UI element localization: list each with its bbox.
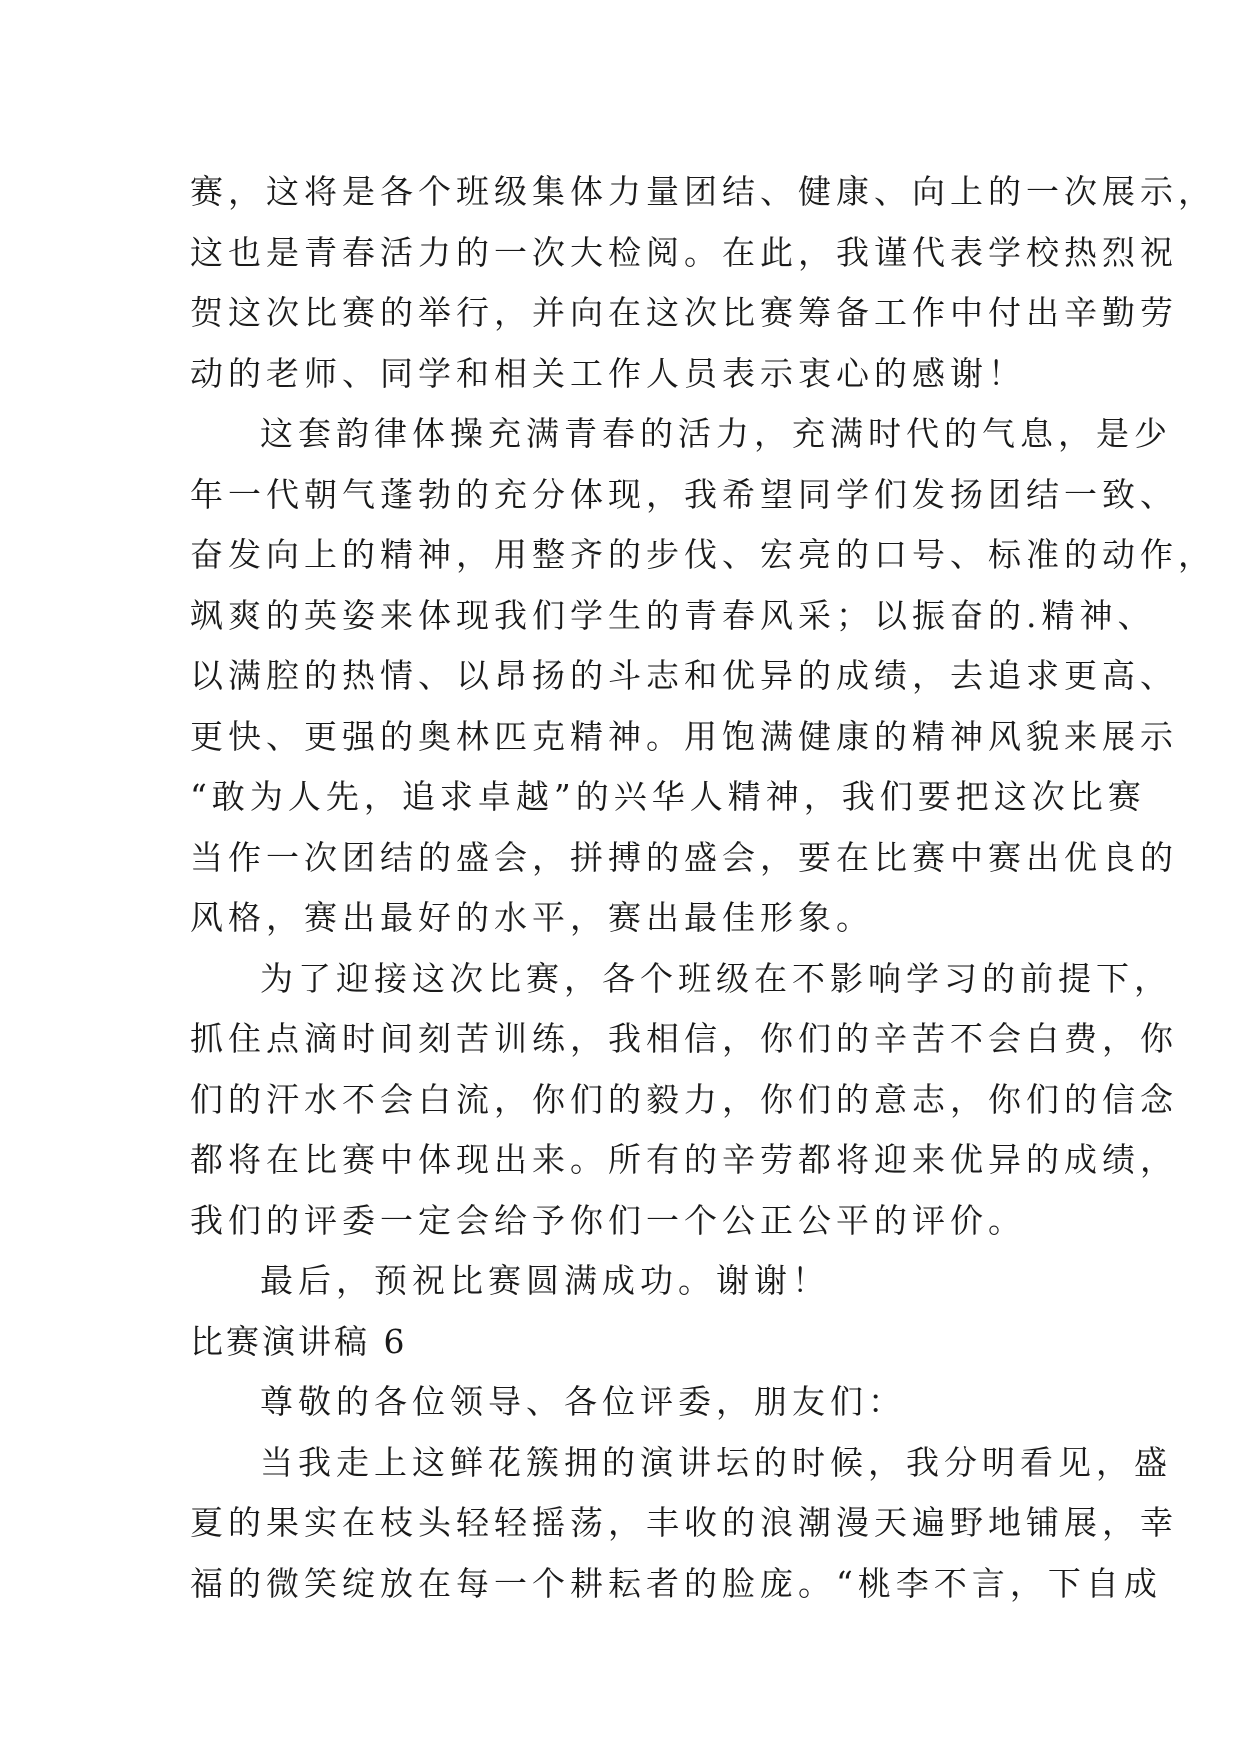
text-line: 抓住点滴时间刻苦训练，我相信，你们的辛苦不会白费，你: [190, 1019, 1178, 1058]
paragraph-first-line: 这套韵律体操充满青春的活力，充满时代的气息，是少: [260, 414, 1172, 453]
text-line: 奋发向上的精神，用整齐的步伐、宏亮的口号、标准的动作，: [190, 535, 1216, 574]
text-line: 福的微笑绽放在每一个耕耘者的脸庞。“桃李不言，下自成: [190, 1563, 1162, 1603]
text-line: 都将在比赛中体现出来。所有的辛劳都将迎来优异的成绩，: [190, 1140, 1178, 1179]
paragraph-first-line: 为了迎接这次比赛，各个班级在不影响学习的前提下，: [260, 958, 1172, 998]
text-line: 动的老师、同学和相关工作人员表示衷心的感谢！: [190, 353, 1026, 393]
paragraph-first-line: 最后，预祝比赛圆满成功。谢谢！: [260, 1261, 830, 1300]
text-line: 这也是青春活力的一次大检阅。在此，我谨代表学校热烈祝: [190, 232, 1178, 272]
text-line: 们的汗水不会白流，你们的毅力，你们的意志，你们的信念: [190, 1079, 1178, 1119]
document-body: [190, 162, 1216, 1614]
text-line: 当作一次团结的盛会，拼搏的盛会，要在比赛中赛出优良的: [190, 837, 1178, 877]
text-line: 我们的评委一定会给予你们一个公正公平的评价。: [190, 1200, 1026, 1240]
text-line: 风格，赛出最好的水平，赛出最佳形象。: [190, 898, 874, 937]
text-line: “敢为人先，追求卓越”的兴华人精神，我们要把这次比赛: [190, 777, 1146, 816]
text-line: 年一代朝气蓬勃的充分体现，我希望同学们发扬团结一致、: [190, 474, 1178, 514]
text-line: 夏的果实在枝头轻轻摇荡，丰收的浪潮漫天遍野地铺展，幸: [190, 1503, 1178, 1542]
paragraph-first-line: 当我走上这鲜花簇拥的演讲坛的时候，我分明看见，盛: [260, 1442, 1172, 1482]
text-line: 赛，这将是各个班级集体力量团结、健康、向上的一次展示，: [190, 172, 1216, 211]
text-line: 飒爽的英姿来体现我们学生的青春风采；以振奋的.精神、: [190, 595, 1156, 635]
text-line: 以满腔的热情、以昂扬的斗志和优异的成绩，去追求更高、: [190, 656, 1178, 695]
text-line: 更快、更强的奥林匹克精神。用饱满健康的精神风貌来展示: [190, 716, 1178, 756]
text-line: 贺这次比赛的举行，并向在这次比赛筹备工作中付出辛勤劳: [190, 293, 1178, 332]
salutation-line: 尊敬的各位领导、各位评委，朋友们：: [260, 1382, 906, 1421]
section-heading: 比赛演讲稿 6: [190, 1321, 408, 1361]
